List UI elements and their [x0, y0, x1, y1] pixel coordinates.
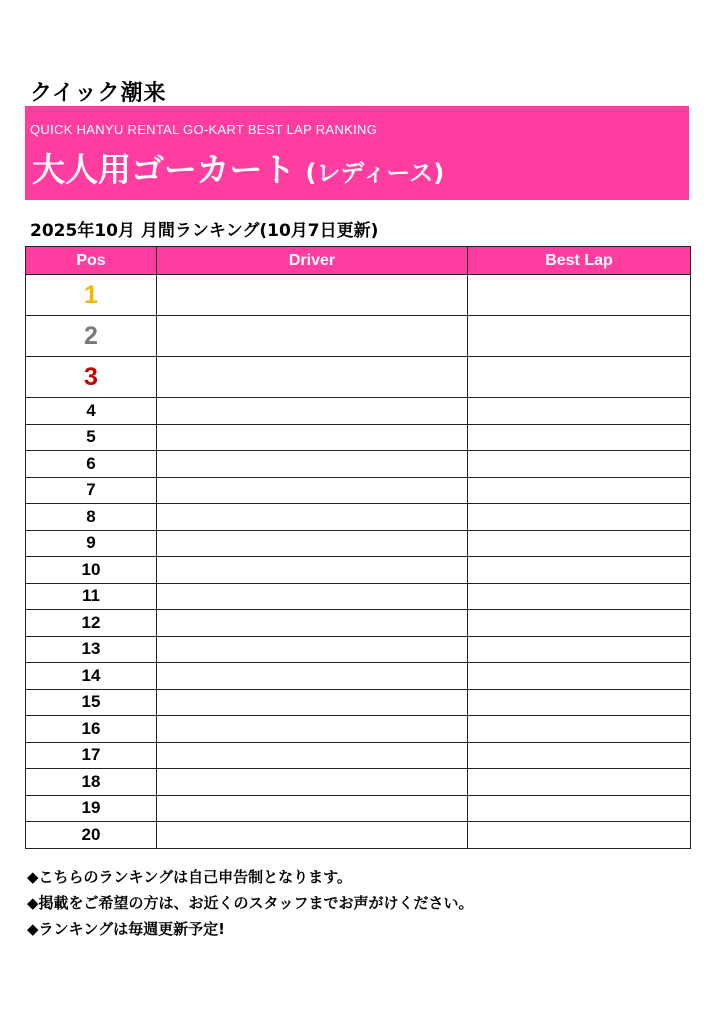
rank-position: 6: [26, 451, 157, 478]
rank-position: 5: [26, 424, 157, 451]
rank-position: 15: [26, 689, 157, 716]
ranking-table: [25, 246, 691, 849]
best-lap-cell: [468, 742, 691, 769]
table-row: [26, 504, 691, 531]
best-lap-cell: [468, 398, 691, 425]
rank-position: 16: [26, 716, 157, 743]
rank-position: 13: [26, 636, 157, 663]
title-banner: [25, 106, 689, 200]
table-row: [26, 357, 691, 398]
best-lap-cell: [468, 636, 691, 663]
best-lap-cell: [468, 610, 691, 637]
best-lap-cell: [468, 316, 691, 357]
driver-cell: [157, 275, 468, 316]
driver-cell: [157, 742, 468, 769]
driver-cell: [157, 583, 468, 610]
note-weekly-update: ◆ランキングは毎週更新予定!: [27, 920, 225, 938]
rank-position: 19: [26, 795, 157, 822]
rank-position: 4: [26, 398, 157, 425]
driver-cell: [157, 398, 468, 425]
table-row: [26, 769, 691, 796]
banner-title: [32, 144, 444, 191]
column-header-best-lap: Best Lap: [468, 247, 691, 275]
table-row: [26, 822, 691, 849]
ranking-period-label: 2025年10月 月間ランキング(10月7日更新): [30, 221, 379, 241]
driver-cell: [157, 316, 468, 357]
table-row: [26, 557, 691, 584]
column-header-driver: Driver: [157, 247, 468, 275]
table-row: [26, 689, 691, 716]
rank-position: 2: [26, 316, 157, 357]
rank-position: 14: [26, 663, 157, 690]
driver-cell: [157, 477, 468, 504]
rank-position: 17: [26, 742, 157, 769]
table-row: [26, 477, 691, 504]
best-lap-cell: [468, 424, 691, 451]
rank-position: 8: [26, 504, 157, 531]
best-lap-cell: [468, 822, 691, 849]
best-lap-cell: [468, 583, 691, 610]
table-row: [26, 636, 691, 663]
driver-cell: [157, 504, 468, 531]
best-lap-cell: [468, 530, 691, 557]
rank-position: 7: [26, 477, 157, 504]
note-ask-staff: ◆掲載をご希望の方は、お近くのスタッフまでお声がけください。: [27, 894, 474, 912]
rank-position: 9: [26, 530, 157, 557]
driver-cell: [157, 663, 468, 690]
table-row: [26, 795, 691, 822]
driver-cell: [157, 689, 468, 716]
table-row: [26, 610, 691, 637]
table-row: [26, 530, 691, 557]
best-lap-cell: [468, 275, 691, 316]
table-row: [26, 316, 691, 357]
driver-cell: [157, 822, 468, 849]
banner-title-suffix: (レディース): [305, 159, 445, 187]
banner-subtitle: QUICK HANYU RENTAL GO-KART BEST LAP RANKING: [30, 122, 378, 137]
table-row: [26, 716, 691, 743]
rank-position: 1: [26, 275, 157, 316]
column-header-pos: Pos: [26, 247, 157, 275]
driver-cell: [157, 610, 468, 637]
banner-title-main: 大人用ゴーカート: [32, 150, 296, 189]
driver-cell: [157, 451, 468, 478]
driver-cell: [157, 636, 468, 663]
rank-position: 12: [26, 610, 157, 637]
table-row: [26, 663, 691, 690]
rank-position: 10: [26, 557, 157, 584]
rank-position: 20: [26, 822, 157, 849]
best-lap-cell: [468, 769, 691, 796]
rank-position: 18: [26, 769, 157, 796]
best-lap-cell: [468, 504, 691, 531]
driver-cell: [157, 795, 468, 822]
driver-cell: [157, 557, 468, 584]
best-lap-cell: [468, 451, 691, 478]
best-lap-cell: [468, 689, 691, 716]
best-lap-cell: [468, 795, 691, 822]
table-row: [26, 742, 691, 769]
rank-position: 11: [26, 583, 157, 610]
table-row: [26, 398, 691, 425]
driver-cell: [157, 530, 468, 557]
table-row: [26, 275, 691, 316]
best-lap-cell: [468, 557, 691, 584]
best-lap-cell: [468, 477, 691, 504]
table-row: [26, 424, 691, 451]
best-lap-cell: [468, 716, 691, 743]
store-name: クイック潮来: [30, 81, 167, 106]
driver-cell: [157, 357, 468, 398]
table-row: [26, 583, 691, 610]
best-lap-cell: [468, 663, 691, 690]
table-header-row: [26, 247, 691, 275]
table-row: [26, 451, 691, 478]
driver-cell: [157, 424, 468, 451]
note-self-report: ◆こちらのランキングは自己申告制となります。: [27, 868, 352, 886]
driver-cell: [157, 716, 468, 743]
ranking-table-body: [26, 275, 691, 849]
best-lap-cell: [468, 357, 691, 398]
notes: [27, 864, 474, 942]
rank-position: 3: [26, 357, 157, 398]
driver-cell: [157, 769, 468, 796]
